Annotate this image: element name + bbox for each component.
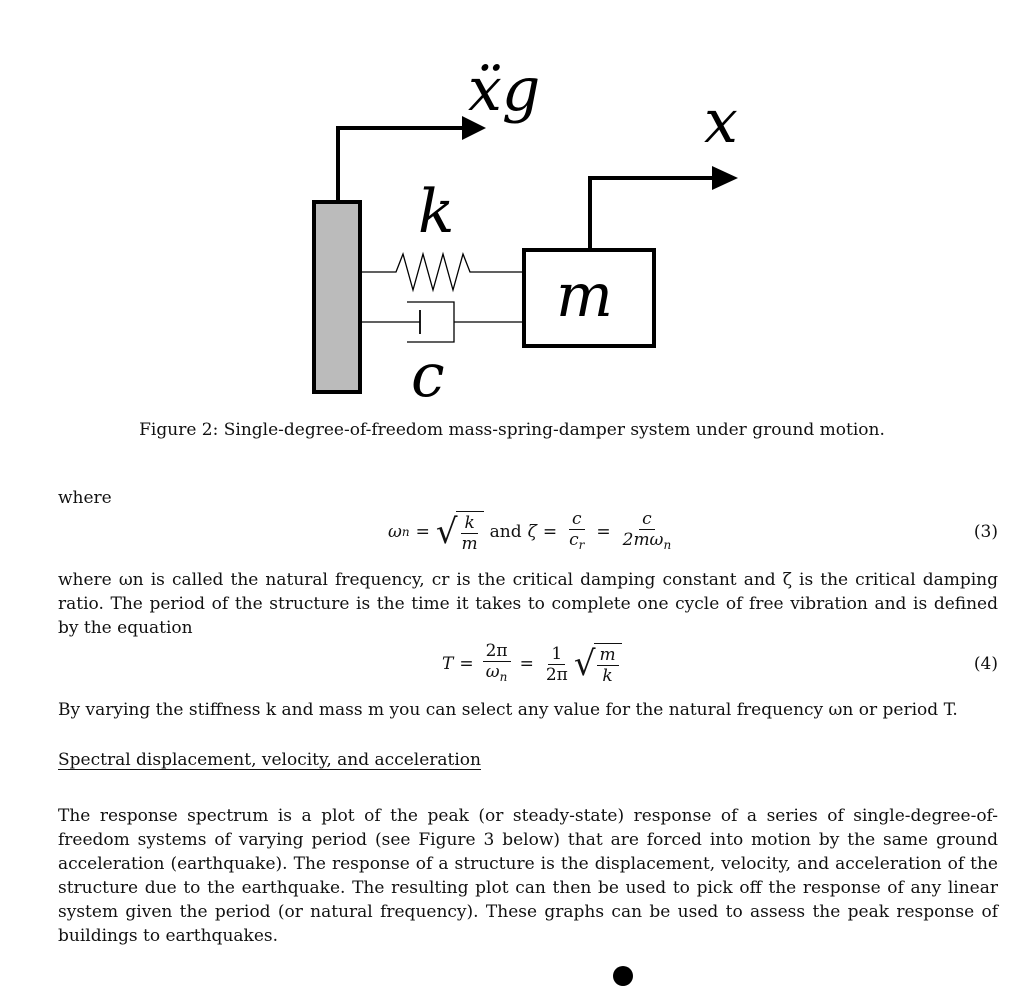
eq4-T: T [442, 654, 454, 674]
eq3-frac-c-2m: $\frac{c}{2m\omega_n}$ [622, 509, 672, 552]
equation-3: ω n = √ $\frac{k}{m}$ and ζ = $\frac{c}{c_r}$ = $\frac{c}{2m\omega_n}$ (3) [388, 509, 998, 554]
mass-label: m [556, 261, 613, 331]
eq3-omega: ω [388, 522, 402, 542]
figure-caption: Figure 2: Single-degree-of-freedom mass-spring-damper system under ground motion. [139, 420, 885, 440]
where-text: where [58, 488, 112, 508]
eq3-number: (3) [973, 522, 998, 542]
displacement-arrow [590, 178, 718, 248]
ground-wall [314, 202, 360, 392]
section-title: Spectral displacement, velocity, and acceleration [58, 750, 481, 770]
cursor-dot [613, 966, 633, 986]
eq3-and: and [489, 522, 522, 542]
damping-label: c [411, 341, 445, 410]
stiffness-label: k [418, 177, 455, 247]
paragraph-response-spectrum: The response spectrum is a plot of the peak (or steady-state) response of a series of single-degree-of-freedom systems of varying period (see Figure 3 below) that are forced into motion by the same ground acceleration (earthquake). The response of a structure is the displacement, velocity, and acceleration of the structure due to the earthquake. The resulting plot can then be used to pick off the response of any linear system given the period (or natural frequency). These graphs can be used to assess the peak response of buildings to earthquakes. [58, 806, 998, 946]
eq4-sqrt: √ $\frac{m}{k}$ [574, 643, 622, 686]
eq3-omega-sub: n [401, 525, 410, 539]
equation-4: T = $\frac{2\pi}{\omega_n}$ = $\frac{1}{2\pi}$ √ $\frac{m}{k}$ (4) [442, 641, 998, 686]
paragraph-varying-stiffness: By varying the stiffness k and mass m you can select any value for the natural frequency ωn or period T. [58, 700, 958, 720]
spring [360, 254, 524, 290]
displacement-label: x [704, 87, 738, 157]
eq3-sqrt: √ $\frac{k}{m}$ [436, 511, 484, 554]
eq4-number: (4) [973, 654, 998, 674]
paragraph-natural-frequency: where ωn is called the natural frequency, cr is the critical damping constant and ζ is the critical damping ratio. The period of the structure is the time it takes to complete one cycle of free vibration and is defined by the equation [58, 570, 998, 638]
mass-spring-damper-figure [0, 0, 1024, 410]
displacement-arrowhead [712, 166, 738, 190]
eq4-frac-1: $\frac{1}{2\pi}$ [545, 643, 568, 685]
eq3-zeta: ζ [527, 522, 537, 542]
eq4-frac-2pi: $\frac{2\pi}{\omega_n}$ [483, 641, 511, 687]
ground-accel-label: ẍg [468, 55, 541, 125]
eq3-frac-c-cr: $\frac{c}{c_r}$ [569, 509, 585, 552]
